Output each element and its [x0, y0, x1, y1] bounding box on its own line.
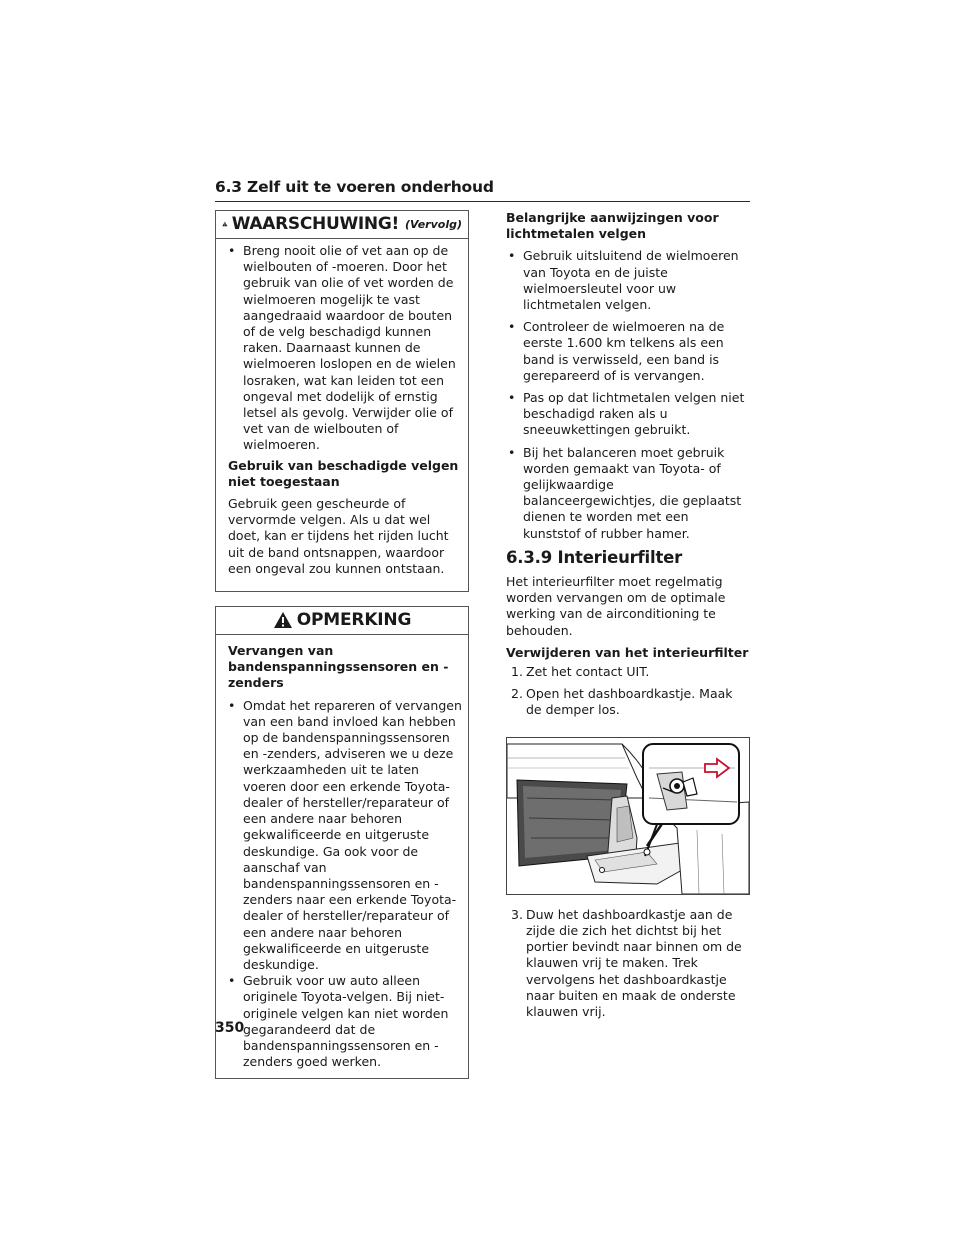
notice-bullet: • Omdat het repareren of vervangen van een band invloed kan hebben op de bandenspanningssensoren en -zenders, adviseren we u deze werkzaamheden uit te laten voeren door een erkende Toyota-dealer of hersteller/reparateur of een andere naar behoren gekwalificeerde en uitgeruste deskundige. Ga ook voor de aanschaf van bandenspanningssensoren en -zenders naar een erkende Toyota-dealer of hersteller/reparateur of een andere naar behoren gekwalificeerde en uitgeruste deskundige.: [228, 698, 465, 973]
section-header: [215, 178, 750, 202]
alloy-bullet: • Gebruik uitsluitend de wielmoeren van Toyota en de juiste wielmoersleutel voor uw lichtmetalen velgen.: [508, 248, 750, 313]
alloy-bullet: • Controleer de wielmoeren na de eerste 1.600 km telkens als een band is verwisseld, een band is gerepareerd of is vervangen.: [508, 319, 750, 384]
page-number: 350: [215, 1020, 245, 1036]
warning-box: [215, 210, 469, 592]
notice-header: [216, 607, 468, 635]
filter-remove-heading: Verwijderen van het interieurfilter: [506, 644, 749, 660]
glovebox-drawing: [507, 738, 749, 894]
filter-intro: Het interieurfilter moet regelmatig worden vervangen om de optimale werking van de airconditioning te behouden.: [506, 574, 726, 638]
alloy-bullet: • Bij het balanceren moet gebruik worden gemaakt van Toyota- of gelijkwaardige balanceergewichtjes, die geplaatst dienen te worden met een kunststof of rubber hamer.: [508, 445, 750, 542]
warning-subtitle: (Vervolg): [404, 217, 462, 231]
alloy-bullet: • Pas op dat lichtmetalen velgen niet beschadigd raken als u sneeuwkettingen gebruikt.: [508, 390, 750, 439]
warning-title: WAARSCHUWING!: [231, 214, 399, 234]
left-column: [215, 210, 469, 1079]
warning-subheading: Gebruik van beschadigde velgen niet toegestaan: [228, 457, 459, 489]
notice-title: OPMERKING: [296, 610, 412, 631]
notice-triangle-icon: [273, 611, 293, 629]
glovebox-illustration: [506, 737, 750, 895]
step-item: [506, 664, 750, 680]
notice-box: [215, 606, 469, 1079]
step-item: [506, 907, 750, 1020]
warning-header: [216, 211, 468, 239]
step-text: Duw het dashboardkastje aan de zijde die zich het dichtst bij het portier bevindt naar binnen om de klauwen vrij te maken. Trek vervolgens het dashboardkastje naar buiten en maak de onderste klauwen vrij.: [526, 906, 742, 1019]
filter-heading: 6.3.9 Interieurfilter: [506, 547, 683, 567]
step-item: [506, 686, 750, 718]
notice-subheading: Vervangen van bandenspanningssensoren en -zenders: [228, 643, 449, 691]
warning-bullet: • Breng nooit olie of vet aan op de wielbouten of -moeren. Door het gebruik van olie of vet worden de wielmoeren mogelijk te vast aangedraaid waardoor de bouten of de velg beschadigd kunnen raken. Daarnaast kunnen de wielmoeren loslopen en de wielen losraken, wat kan leiden tot een ongeval met dodelijk of ernstig letsel als gevolg. Verwijder olie of vet van de wielbouten of wielmoeren.: [228, 243, 465, 454]
section-title: 6.3 Zelf uit te voeren onderhoud: [215, 178, 494, 196]
warning-triangle-icon: [222, 215, 228, 233]
right-column: [506, 210, 750, 1026]
notice-bullet: • Gebruik voor uw auto alleen originele Toyota-velgen. Bij niet-originele velgen kan niet worden gegarandeerd dat de bandenspanningssensoren en -zenders goed werken.: [228, 973, 465, 1070]
step-number: 1.: [511, 664, 523, 680]
step-text: Zet het contact UIT.: [526, 664, 650, 680]
notice-body: [216, 635, 468, 1078]
step-number: 2.: [511, 686, 523, 702]
step-number: 3.: [511, 906, 523, 922]
step-text: Open het dashboardkastje. Maak de demper los.: [526, 686, 733, 718]
alloy-heading: Belangrijke aanwijzingen voor lichtmetalen velgen: [506, 210, 719, 242]
warning-paragraph: Gebruik geen gescheurde of vervormde velgen. Als u dat wel doet, kan er tijdens het rijden lucht uit de band ontsnappen, waardoor een ongeval zou kunnen ontstaan.: [228, 496, 449, 576]
warning-body: [216, 239, 468, 591]
